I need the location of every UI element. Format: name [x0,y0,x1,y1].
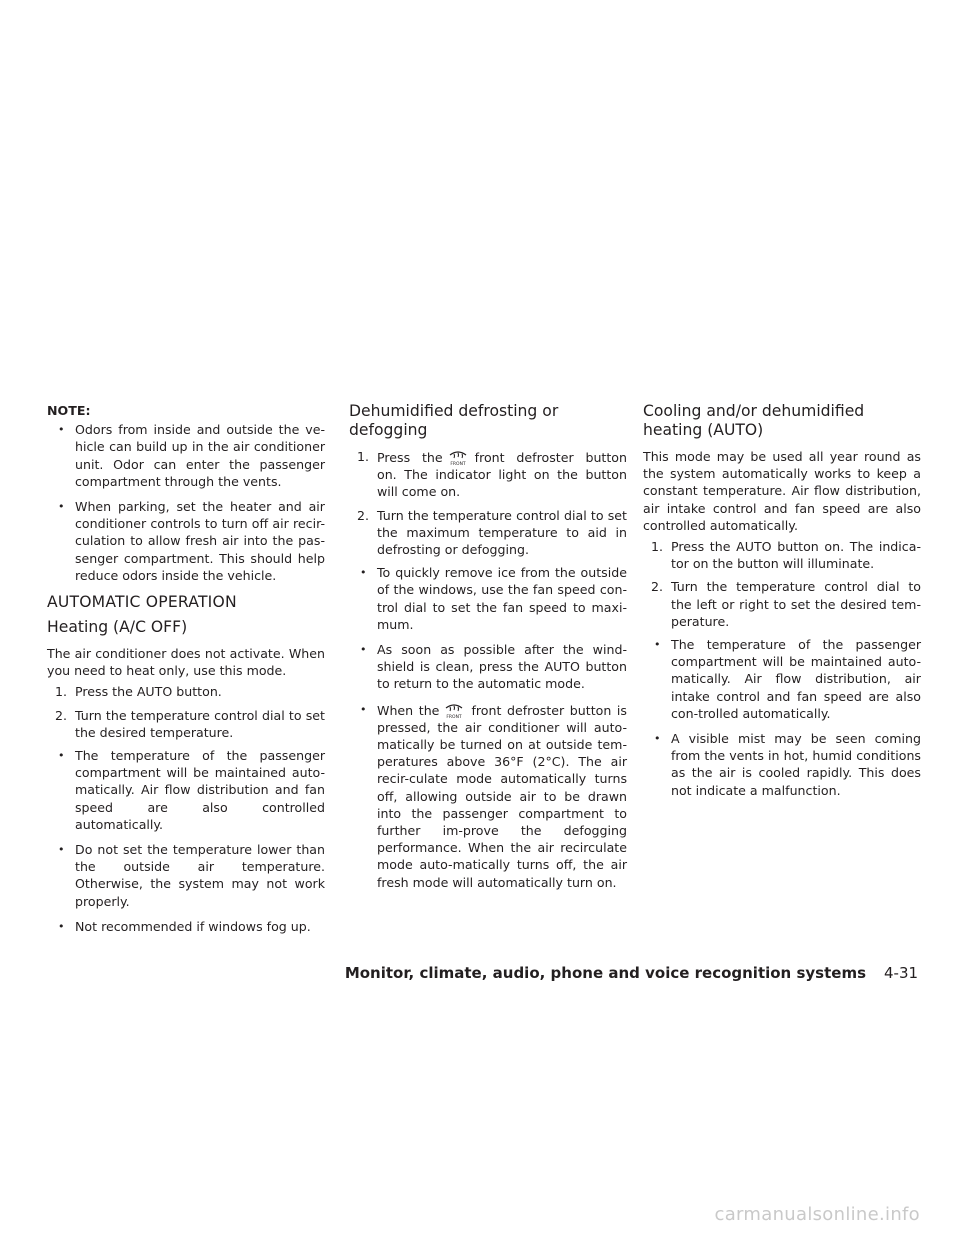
step-number: 1. [55,684,68,700]
step-text-pre: Press the [377,450,443,465]
bullet-text-pre: When the [377,702,440,718]
intro-text: The air conditioner does not activate. When you need to heat only, use this mode. [47,646,325,679]
icon-label: FRONT [446,714,463,719]
column-left [47,402,325,943]
steps-list [643,538,921,630]
section-title: AUTOMATIC OPERATION [47,593,237,612]
heading-defrost: Dehumidified defrosting or defogging [349,402,559,439]
step-number: 1. [357,449,370,464]
step-number: 2. [55,707,68,723]
heading-cooling: Cooling and/or dehumidified heating (AUTO) [643,402,865,439]
bullet-item: • To quickly remove ice from the outside of the windows, use the fan speed con-trol dial to set the fan speed to maxi-mum. [349,564,627,633]
page-number: 4-31 [884,964,919,982]
page-footer [0,964,960,984]
step-number: 2. [357,507,370,523]
step-text: Turn the temperature control dial to the left or right to set the desired tem-perature. [671,579,921,629]
note-item: • Odors from inside and outside the ve-hicle can build up in the air conditioner unit. Odor can enter the passenger compartment through the vents. [47,421,325,490]
intro-text: This mode may be used all year round as the system automatically works to keep a constant temperature. Air flow distribution, air intake control and fan speed are also controlled automatically. [643,449,921,533]
bullet-item: • As soon as possible after the wind-shield is clean, press the AUTO button to return to the automatic mode. [349,641,627,693]
front-defroster-icon [443,701,465,719]
bullet-item: • A visible mist may be seen coming from the vents in hot, humid conditions as the air is cooled rapidly. This does not indicate a malfunction. [643,730,921,799]
steps-list [349,448,627,558]
bullet-list [47,747,325,935]
steps-list [47,683,325,741]
step-number: 1. [651,539,664,555]
heading-heating: Heating (A/C OFF) [47,618,188,637]
step-text-post: front defroster button on. The indicator light on the button will come on. [377,450,627,500]
footer-title: Monitor, climate, audio, phone and voice recognition systems [344,964,866,982]
bullet-item: • Not recommended if windows fog up. [47,918,325,935]
front-defroster-icon [447,448,469,466]
column-middle [349,402,627,899]
step-item [643,578,921,630]
step-text: Press the AUTO button on. The indica-tor on the button will illuminate. [671,539,921,572]
step-text: Turn the temperature control dial to set the maximum temperature to aid in defrosting or defogging. [377,507,627,558]
step-item [349,507,627,559]
note-label: NOTE: [47,403,91,418]
bullet-item: • The temperature of the passenger compartment will be maintained auto-matically. Air flow distribution and fan speed are also controlled automatically. [47,747,325,833]
icon-label: FRONT [449,462,466,466]
note-list [47,421,325,584]
bullet-item: • Do not set the temperature lower than the outside air temperature. Otherwise, the system may not work properly. [47,841,325,910]
step-text: Press the AUTO button. [75,684,222,700]
step-number: 2. [651,579,664,595]
step-text: Turn the temperature control dial to set the desired temperature. [75,707,325,740]
watermark: carmanualsonline.info [714,1204,920,1225]
bullet-list [349,564,627,891]
step-item [349,448,627,501]
bullet-item [349,701,627,891]
bullet-item: • The temperature of the passenger compartment will be maintained auto-matically. Air flow distribution, air intake control and fan speed are also con-trolled automatically. [643,636,921,722]
step-item [47,707,325,741]
step-item [643,538,921,572]
step-item [47,683,325,700]
column-right [643,402,921,807]
bullet-list [643,636,921,799]
note-item: • When parking, set the heater and air conditioner controls to turn off air recir-culation to allow fresh air into the pas-senger compartment. This should help reduce odors inside the vehicle. [47,498,325,584]
bullet-text-post: front defroster button is pressed, the air conditioner will auto-matically be turned on at outside tem-peratures above 36°F (2°C). The air recir-culate mode automatically turns off, allowing outside air to be drawn into the passenger compartment to further im-prove the defogging performance. When the air recirculate mode auto-matically turns off, the air fresh mode will automatically turn on. [377,702,627,890]
